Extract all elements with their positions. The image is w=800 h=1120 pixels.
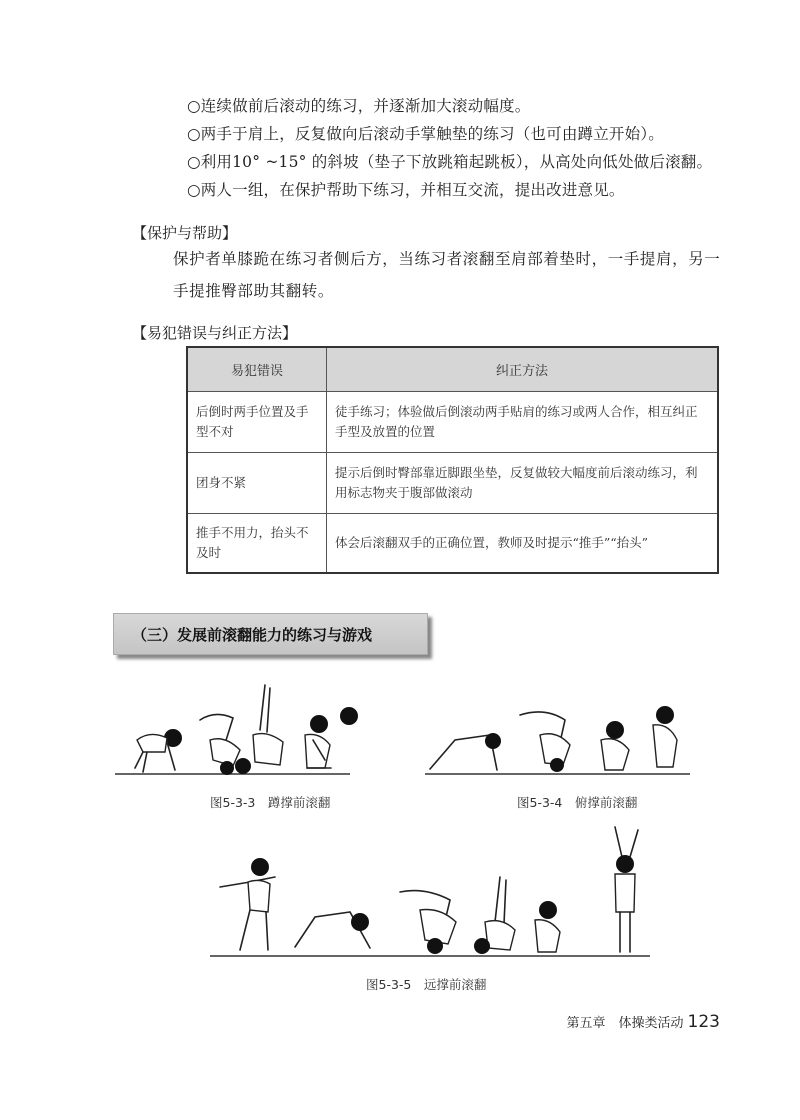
practice-item: ○连续做前后滚动的练习，并逐渐加大滚动幅度。	[187, 97, 531, 115]
table-row	[187, 514, 718, 574]
page-footer	[567, 1012, 720, 1032]
figure-pushup-forward-roll	[425, 695, 690, 780]
practice-item: ○两人一组，在保护帮助下练习，并相互交流，提出改进意见。	[187, 181, 625, 199]
figure-caption: 图5-3-4 俯撑前滚翻	[517, 795, 638, 810]
column-header-fix: 纠正方法	[327, 347, 719, 392]
figure-caption: 图5-3-5 远撑前滚翻	[366, 977, 487, 992]
fix-cell: 体会后滚翻双手的正确位置，教师及时提示“推手”“抬头”	[327, 514, 719, 574]
protection-text: 保护者单膝跪在练习者侧后方，当练习者滚翻至肩部着垫时，一手提肩，另一手提推臀部助其翻转。	[173, 250, 721, 300]
error-cell: 团身不紧	[187, 453, 327, 514]
chapter-label: 第五章 体操类活动	[566, 1016, 684, 1031]
page-number: 123	[687, 1012, 720, 1032]
error-cell: 推手不用力，抬头不及时	[187, 514, 327, 574]
errors-table	[186, 346, 719, 574]
table-row	[187, 453, 718, 514]
table-header-row	[187, 347, 718, 392]
section-title: （三）发展前滚翻能力的练习与游戏	[113, 613, 428, 655]
figure-squat-forward-roll	[115, 680, 350, 780]
figure-caption: 图5-3-3 蹲撑前滚翻	[210, 795, 331, 810]
table-row	[187, 392, 718, 453]
protection-heading: 【保护与帮助】	[132, 224, 238, 242]
errors-heading: 【易犯错误与纠正方法】	[132, 324, 298, 342]
column-header-error: 易犯错误	[187, 347, 327, 392]
fix-cell: 徒手练习；体验做后倒滚动两手贴肩的练习或两人合作，相互纠正手型及放置的位置	[327, 392, 719, 453]
practice-item: ○两手于肩上，反复做向后滚动手掌触垫的练习（也可由蹲立开始）。	[187, 125, 664, 143]
fix-cell: 提示后倒时臀部靠近脚跟坐垫，反复做较大幅度前后滚动练习，利用标志物夹于腹部做滚动	[327, 453, 719, 514]
figure-far-support-forward-roll	[210, 822, 650, 962]
error-cell: 后倒时两手位置及手型不对	[187, 392, 327, 453]
practice-item: ○利用10° ~15° 的斜坡（垫子下放跳箱起跳板），从高处向低处做后滚翻。	[187, 153, 713, 171]
